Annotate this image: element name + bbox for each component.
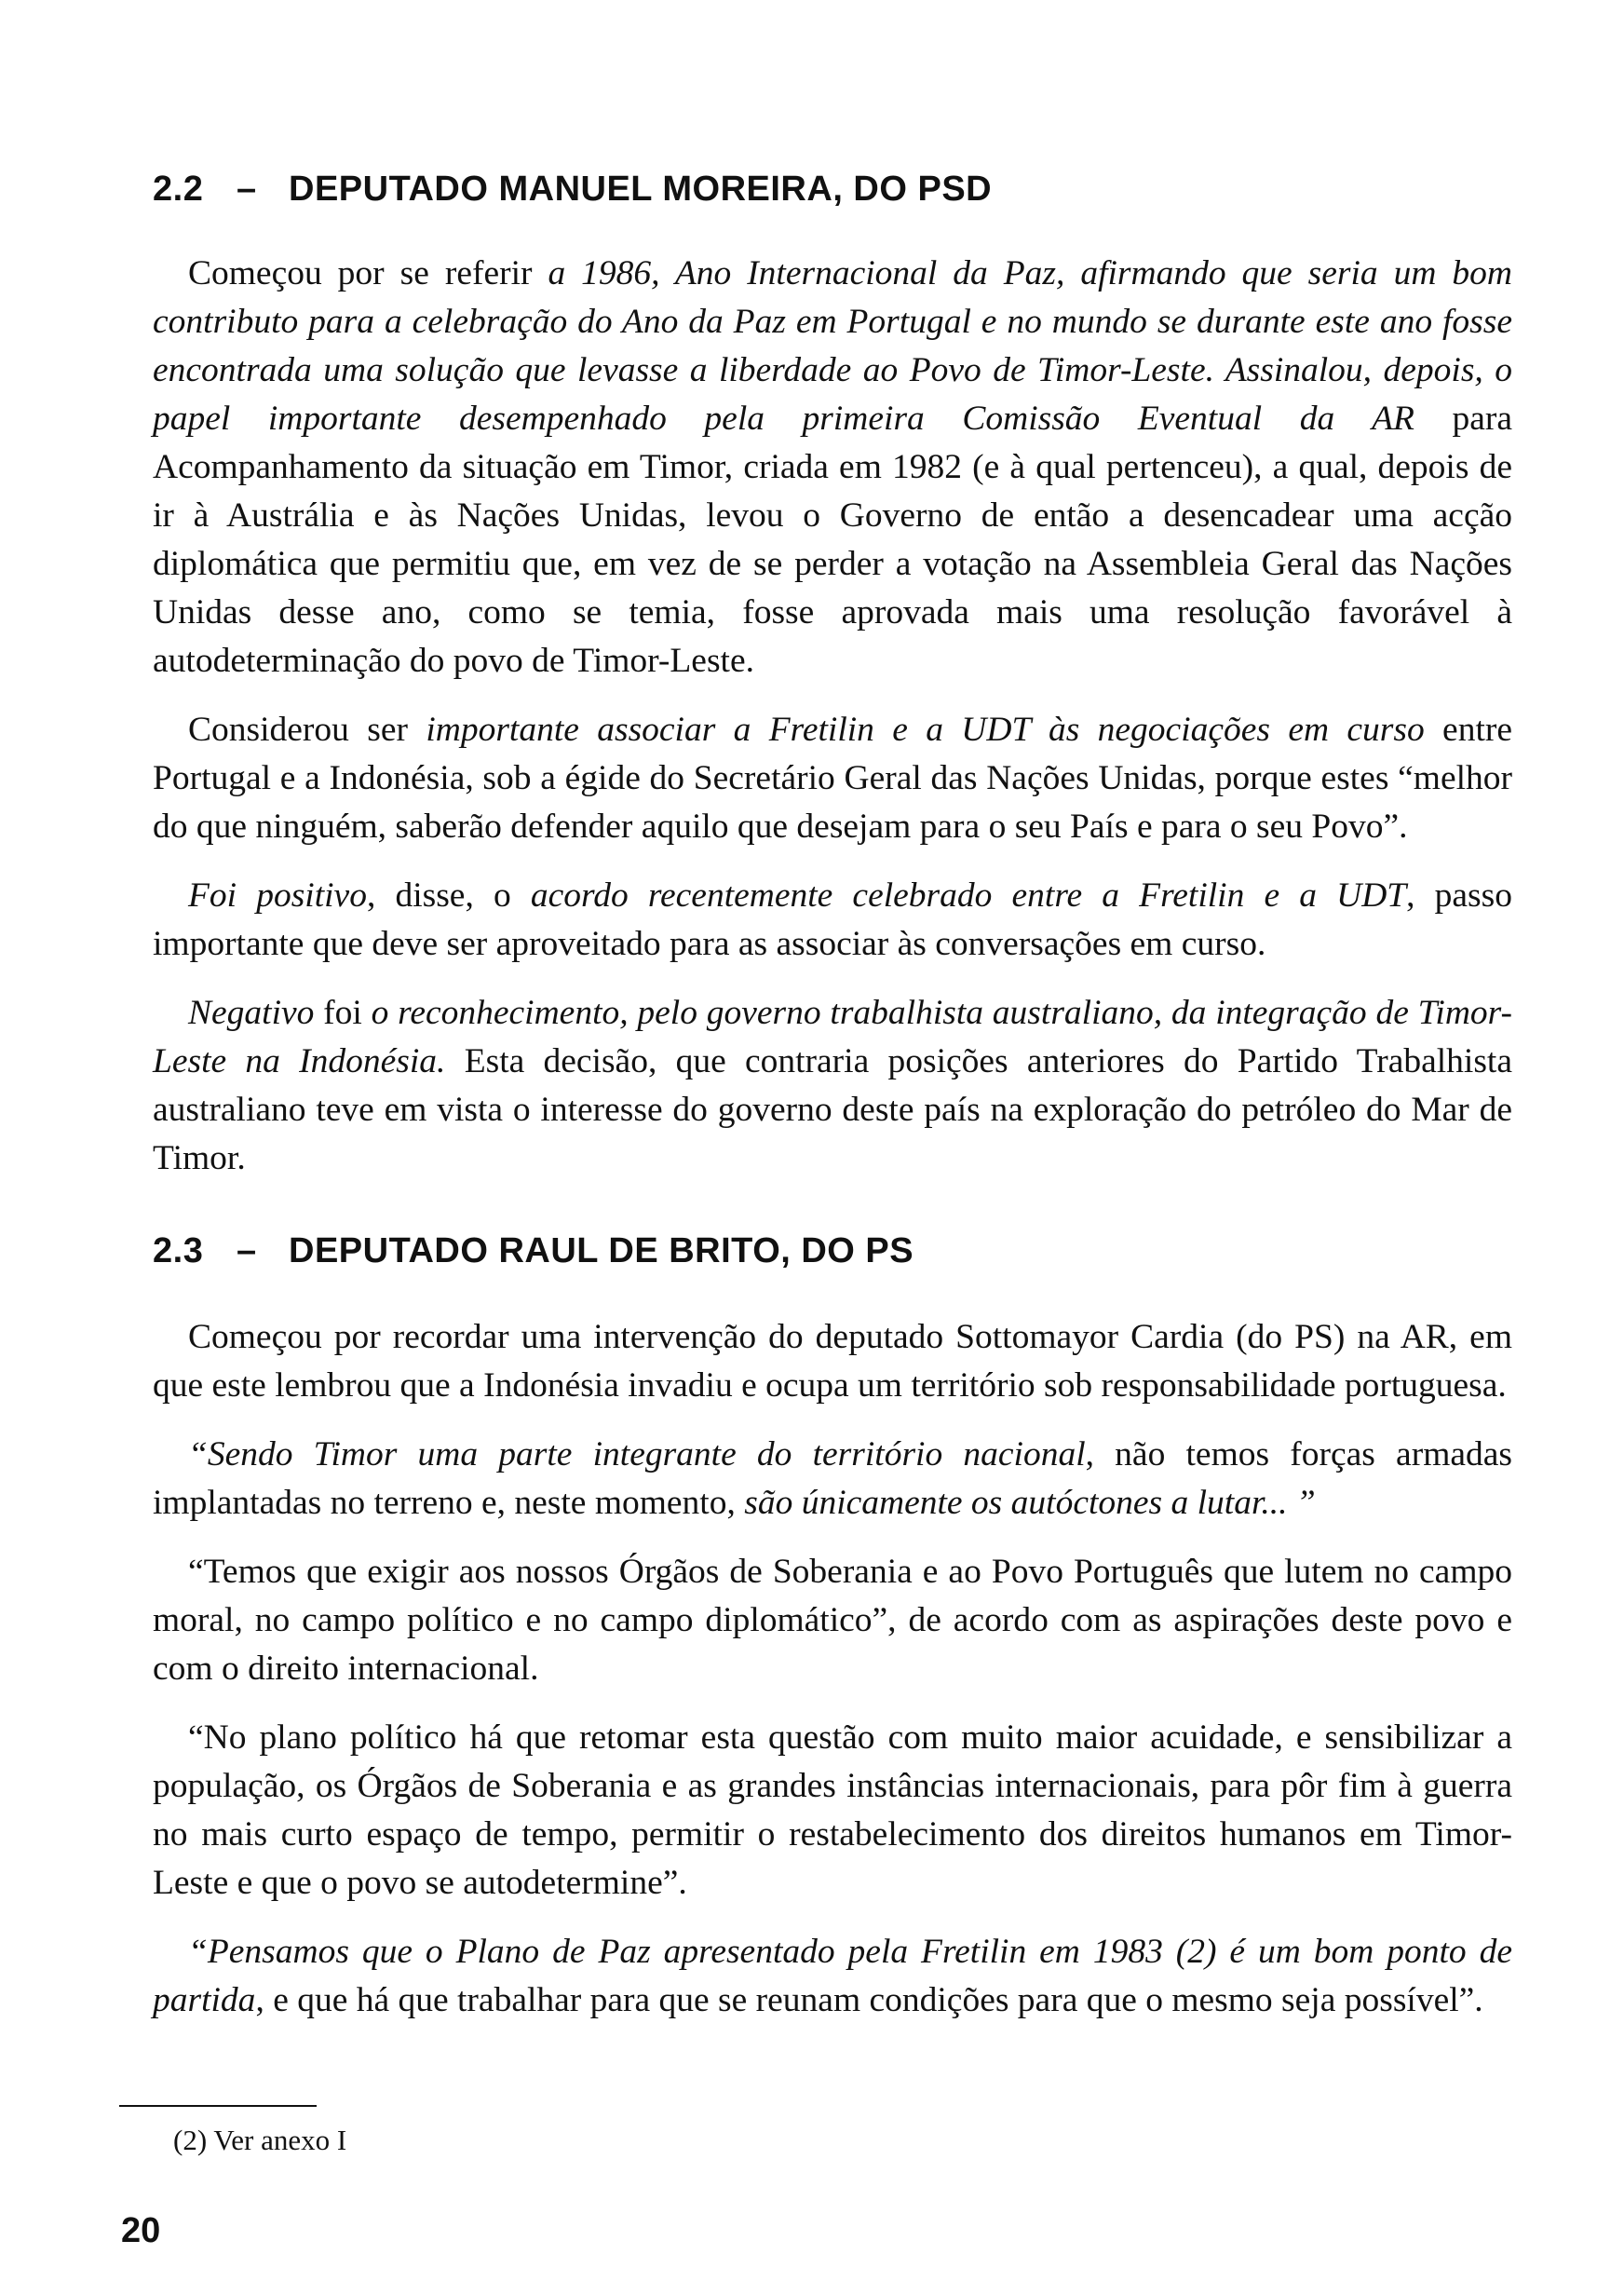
paragraph xyxy=(153,250,1512,686)
section-dash: – xyxy=(237,1231,257,1270)
section-title: DEPUTADO MANUEL MOREIRA, DO PSD xyxy=(289,170,993,209)
section-2-2-body xyxy=(153,250,1512,1203)
text-run: Considerou ser xyxy=(188,711,426,749)
paragraph xyxy=(153,706,1512,851)
italic-text: “Sendo Timor uma parte integrante do território nacional xyxy=(188,1435,1086,1473)
text-run: entre Portugal e a Indonésia, sob a égide do Secretário Geral das Nações Unidas, porque estes “melhor do que ninguém, saberão defender aquilo que desejam para o seu País e para o seu Povo”. xyxy=(153,711,1512,846)
text-run: , disse, o xyxy=(366,876,531,915)
footnote-divider xyxy=(119,2105,317,2107)
section-number: 2.2 xyxy=(153,170,204,209)
text-run: Esta decisão, que contraria posições anteriores do Partido Trabalhista australiano teve em vista o interesse do governo deste país na exploração do petróleo do Mar de Timor. xyxy=(153,1042,1512,1177)
paragraph xyxy=(153,1548,1512,1693)
text-run: Começou por recordar uma intervenção do deputado Sottomayor Cardia (do PS) na AR, em que este lembrou que a Indonésia invadiu e ocupa um território sob responsabilidade portuguesa. xyxy=(153,1318,1512,1405)
paragraph xyxy=(153,1714,1512,1908)
paragraph xyxy=(153,1313,1512,1410)
text-run: foi xyxy=(314,994,372,1032)
section-title: DEPUTADO RAUL DE BRITO, DO PS xyxy=(289,1231,914,1270)
paragraph xyxy=(153,1928,1512,2025)
section-dash: – xyxy=(237,170,257,209)
italic-text: o reconhecimento, pelo governo trabalhista australiano, da integração de Timor-Leste na Indonésia. xyxy=(153,994,1512,1080)
text-run: “No plano político há que retomar esta questão com muito maior acuidade, e sensibilizar a população, os Órgãos de Soberania e as grandes instâncias internacionais, para pôr fim à guerra no mais curto espaço de tempo, permitir o restabelecimento dos direitos humanos em Timor-Leste e que o povo se autodetermine”. xyxy=(153,1718,1512,1902)
italic-text: acordo recentemente celebrado entre a Fretilin e a UDT xyxy=(530,876,1407,915)
paragraph xyxy=(153,872,1512,969)
section-number: 2.3 xyxy=(153,1231,204,1270)
page-number: 20 xyxy=(121,2211,161,2250)
italic-text: Negativo xyxy=(188,994,315,1032)
italic-text: a 1986, Ano Internacional da Paz, afirmando que seria um bom contributo para a celebração do Ano da Paz em Portugal e no mundo se durante este ano fosse encontrada uma solução que levasse a liberdade ao Povo de Timor-Leste. Assinalou, depois, o papel importante desempenhado pela primeira Comissão Eventual da AR xyxy=(153,254,1512,438)
italic-text: “Pensamos que o Plano de Paz apresentado pela Fretilin em 1983 (2) é um bom ponto de partida xyxy=(153,1933,1512,2019)
text-run: Começou por se referir xyxy=(188,254,548,292)
text-run: para Acompanhamento da situação em Timor, criada em 1982 (e à qual pertenceu), a qual, depois de ir à Austrália e às Nações Unidas, levou o Governo de então a desencadear uma acção diplomática que permitiu que, em vez de se perder a votação na Assembleia Geral das Nações Unidas desse ano, como se temia, fosse aprovada mais uma resolução favorável à autodeterminação do povo de Timor-Leste. xyxy=(153,400,1512,680)
text-run: , passo importante que deve ser aproveitado para as associar às conversações em curso. xyxy=(153,876,1512,963)
italic-text: importante associar a Fretilin e a UDT às negociações em curso xyxy=(426,711,1425,749)
paragraph xyxy=(153,1431,1512,1528)
section-2-3-body xyxy=(153,1313,1512,2045)
paragraph xyxy=(153,989,1512,1183)
section-2-2-heading xyxy=(153,170,992,210)
footnote: (2) Ver anexo I xyxy=(173,2124,347,2156)
italic-text: são únicamente os autóctones a lutar... ” xyxy=(744,1484,1316,1522)
text-run: “Temos que exigir aos nossos Órgãos de Soberania e ao Povo Português que lutem no campo moral, no campo político e no campo diplomático”, de acordo com as aspirações deste povo e com o direito internacional. xyxy=(153,1553,1512,1688)
text-run: , não temos forças armadas implantadas no terreno e, neste momento, xyxy=(153,1435,1512,1522)
text-run: , e que há que trabalhar para que se reunam condições para que o mesmo seja possível”. xyxy=(255,1981,1483,2019)
italic-text: Foi positivo xyxy=(188,876,367,915)
section-2-3-heading xyxy=(153,1231,914,1271)
